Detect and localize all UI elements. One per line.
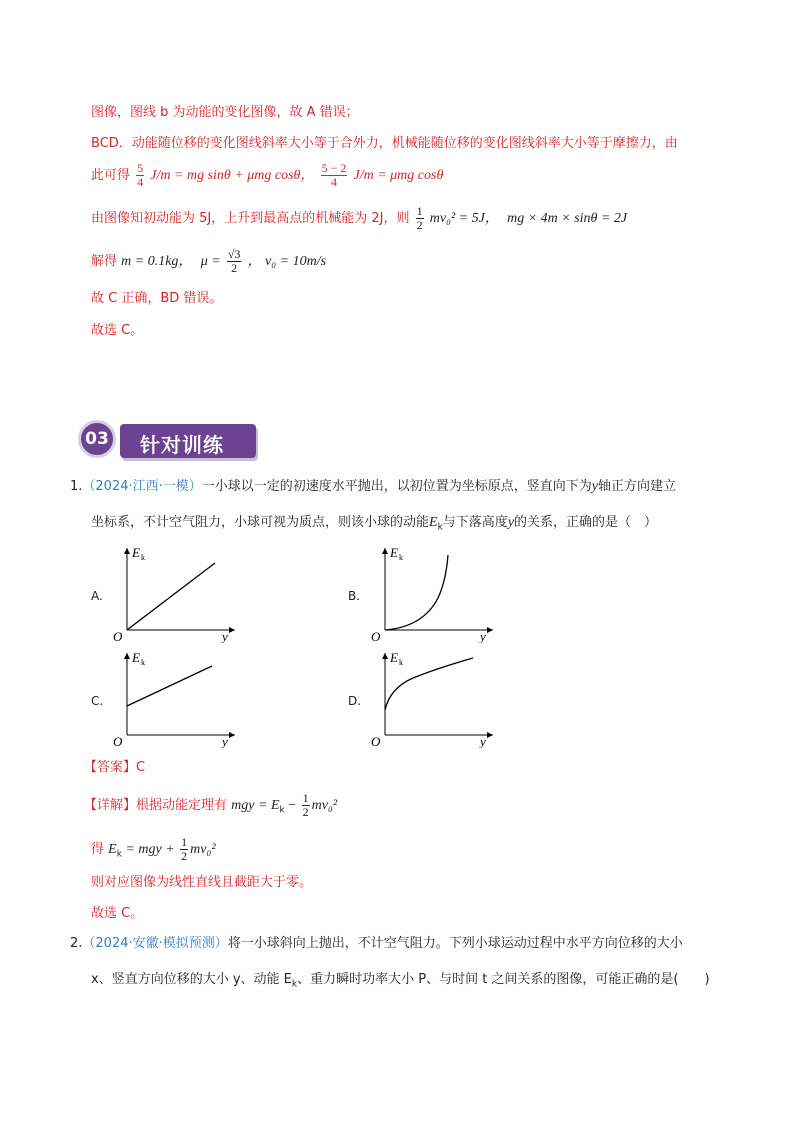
section-number-badge [78,420,116,458]
axis-x-label: y [480,734,486,748]
choice: 故选 C。 [91,906,144,921]
option-d-graph[interactable] [368,648,498,748]
origin-label: O [113,629,123,643]
derived-equation: 得 $E_k$ = mgy + $\frac{1}{2}$ mv₀² [91,835,216,863]
option-c-curve [127,666,212,706]
solution-line-2: BCD．动能随位移的变化图线斜率大小等于合外力，机械能随位移的变化图线斜率大小等于摩擦力，由 [91,136,678,151]
question-2-line-2: x、竖直方向位移的大小 y、动能 $E_k$、重力瞬时功率大小 P、与时间 t 之间关系的图像，可能正确的是( ) [91,972,710,990]
option-d-label[interactable]: D. [348,694,362,708]
detail-line: 【详解】根据动能定理有 mgy = $E_k$ − $\frac{1}{2}$ mv₀² [84,791,338,819]
question-2-line-1: 2.（2024·安徽·模拟预测）将一小球斜向上抛出，不计空气阻力。下列小球运动过程中水平方向位移的大小 [70,936,683,951]
axis-x-label: y [480,629,486,643]
question-1-line-2: 坐标系，不计空气阻力，小球可视为质点，则该小球的动能$E_k$与下落高度y的关系，正确的是（ ） [91,515,658,533]
axis-y-label: E [132,545,140,560]
solution-line-1: 图像，图线 b 为动能的变化图像，故 A 错误； [91,105,359,120]
fraction: $\frac{1}{2}$ [302,791,309,819]
svg-text:k: k [141,658,145,667]
origin-label: O [113,734,123,748]
question-number: 2. [70,936,83,951]
solution-line-3: 此可得 $\frac{5}{4}$ J/m = mg sinθ + μmg cosθ， $\frac{5 - 2}{4}$ J/m = μmg cosθ [91,161,444,189]
axis-x-label: y [222,734,228,748]
svg-text:k: k [141,553,145,562]
question-number: 1. [70,479,83,494]
question-1-line-1: 1.（2024·江西·一模）一小球以一定的初速度水平抛出，以初位置为坐标原点，竖直向下为y轴正方向建立 [70,479,677,494]
option-a-graph[interactable] [110,543,240,643]
conclusion: 则对应图像为线性直线且截距大于零。 [91,875,313,890]
option-c-graph[interactable] [110,648,240,748]
fraction: $\frac{1}{2}$ [416,204,423,232]
svg-text:k: k [399,658,403,667]
fraction: $\frac{1}{2}$ [181,835,188,863]
origin-label: O [371,734,381,748]
section-banner [78,420,258,462]
section-title-pill [120,424,256,458]
option-c-label[interactable]: C. [91,694,104,708]
solution-line-4: 由图像知初动能为 5J，上升到最高点的机械能为 2J，则 $\frac{1}{2}$ mv₀² = 5J， mg × 4m × sinθ = 2J [91,204,628,232]
solution-line-7: 故选 C。 [91,323,144,338]
fraction: $\frac{5 - 2}{4}$ [321,161,347,189]
question-source: （2024·安徽·模拟预测） [82,936,228,951]
question-source: （2024·江西·一模） [82,479,202,494]
option-a-curve [127,563,215,630]
axis-y-label: E [390,545,398,560]
solution-line-5: 解得 m = 0.1kg， μ = $\frac{√3}{2}$ ， v₀ = 10m/s [91,247,327,275]
axis-y-label: E [132,650,140,665]
option-b-label[interactable]: B. [348,589,361,603]
section-number: 03 [85,429,109,449]
solution-line-6: 故 C 正确，BD 错误。 [91,291,223,306]
axis-x-label: y [222,629,228,643]
option-b-graph[interactable] [368,543,498,643]
origin-label: O [371,629,381,643]
fraction: $\frac{5}{4}$ [137,161,144,189]
answer: 【答案】C [84,760,146,775]
section-title: 针对训练 [140,433,224,457]
svg-text:k: k [399,553,403,562]
option-b-curve [385,555,448,630]
fraction: $\frac{√3}{2}$ [227,247,241,275]
axis-y-label: E [390,650,398,665]
option-a-label[interactable]: A. [91,589,103,603]
